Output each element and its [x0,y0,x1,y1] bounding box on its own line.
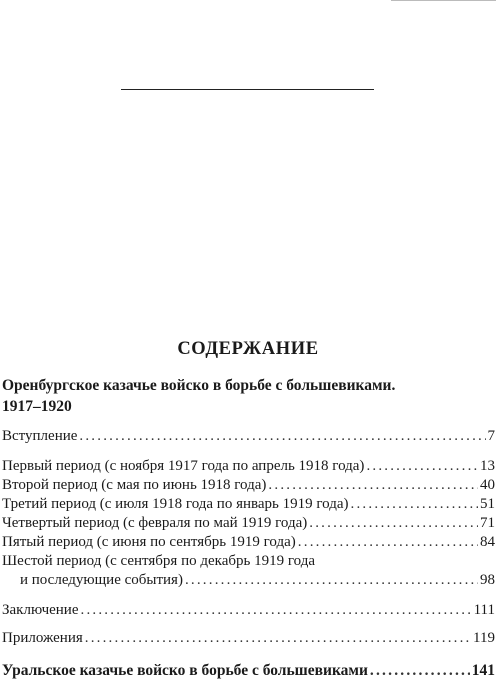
page-edge-mark [391,0,496,1]
toc-entry-page: 98 [480,572,495,588]
dot-leader [366,457,478,475]
toc-entry-page: 7 [487,428,495,444]
toc-entry-label: Первый период (с ноября 1917 года по апрель 1918 года) [2,458,365,474]
toc-entry-introduction[interactable] [2,427,495,445]
toc-entry-label: Четвертый период (с февраля по май 1919 года) [2,515,308,531]
dot-leader [309,514,478,532]
toc-entry-ural-section[interactable] [2,662,495,680]
toc-entry-label: Второй период (с мая по июнь 1918 года) [2,477,267,493]
dot-leader [85,629,471,647]
toc-entry-label: Третий период (с июля 1918 года по январь 1919 года) [2,496,349,512]
toc-entry-page: 40 [480,477,495,493]
toc-entry-page: 84 [480,534,495,550]
toc-entry-page: 71 [480,515,495,531]
toc-entry-appendices[interactable] [2,629,495,647]
toc-entry-period-6[interactable] [2,571,495,589]
toc-entry-period-1[interactable] [2,457,495,475]
dot-leader [79,427,485,445]
toc-entry-period-2[interactable] [2,476,495,494]
horizontal-rule [121,89,374,90]
dot-leader [370,662,470,680]
dot-leader [185,571,478,589]
toc-entry-period-3[interactable] [2,495,495,513]
page-title: СОДЕРЖАНИЕ [177,339,319,359]
toc-entry-conclusion[interactable] [2,601,495,619]
toc-entry-label: Пятый период (с июня по сентябрь 1919 года) [2,534,296,550]
toc-entry-period-4[interactable] [2,514,495,532]
toc-entry-label: Вступление [2,428,78,444]
toc-entry-label: Заключение [2,602,79,618]
toc-entry-page: 141 [471,662,495,679]
dot-leader [298,533,478,551]
toc-entry-period-6-line1[interactable]: Шестой период (с сентября по декабрь 1919 года [2,553,315,569]
toc-entry-page: 13 [480,458,495,474]
toc-entry-page: 111 [473,602,495,618]
toc-entry-label: Приложения [2,630,83,646]
dot-leader [81,601,472,619]
toc-entry-label: Уральское казачье войско в борьбе с большевиками [2,662,368,679]
toc-entry-label: и последующие события) [20,572,183,588]
toc-entry-period-5[interactable] [2,533,495,551]
toc-entry-page: 119 [473,630,495,646]
toc-entry-page: 51 [480,496,495,512]
section-title: Оренбургское казачье войско в борьбе с большевиками. [2,377,396,394]
section-years: 1917–1920 [2,398,72,415]
dot-leader [268,476,478,494]
dot-leader [351,495,478,513]
